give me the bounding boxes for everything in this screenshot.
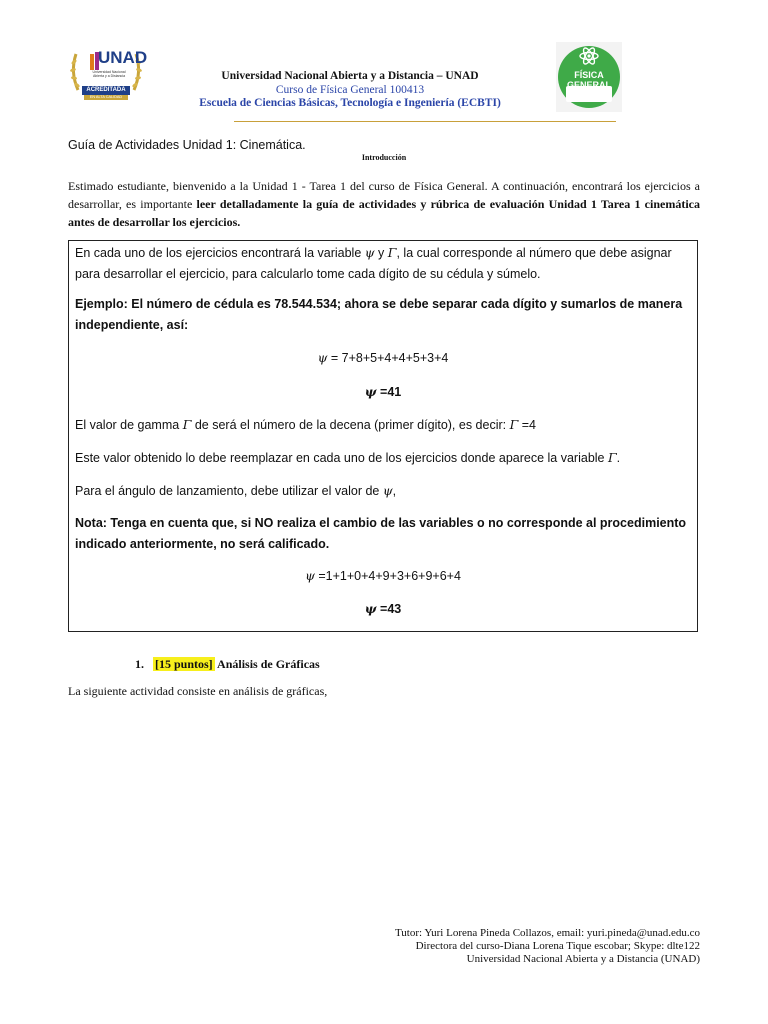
comma: , [392, 484, 397, 498]
guide-title: Guía de Actividades Unidad 1: Cinemática. [68, 138, 306, 152]
gamma-value: =4 [518, 418, 537, 432]
psi-symbol: ψ [317, 350, 328, 365]
course-name: Curso de Física General 100413 [275, 84, 425, 96]
replace-instruction [75, 447, 695, 469]
unad-badge-text: ACREDITADA [86, 87, 126, 93]
gamma-symbol: Γ [387, 245, 397, 260]
psi-result-example [68, 381, 698, 403]
gamma-explanation-rest: de será el número de la decena (primer dígito), es decir: [191, 418, 510, 432]
gamma-explanation-text: El valor de gamma [75, 418, 183, 432]
activity-description: La siguiente actividad consiste en análisis de gráficas, [68, 684, 328, 698]
header-divider [234, 121, 616, 122]
psi-sum-example [68, 347, 698, 369]
gamma-symbol: Γ [607, 450, 617, 465]
note-text: Nota: Tenga en cuenta que, si NO realiza el cambio de las variables o no corresponde al procedimiento indicado anteriormente, no será calificado. [75, 516, 687, 551]
intro-heading: Introducción [361, 153, 407, 162]
gamma-symbol: Γ [182, 417, 192, 432]
angle-instruction-text: Para el ángulo de lanzamiento, debe utilizar el valor de [75, 484, 383, 498]
psi-symbol: ψ [364, 601, 377, 616]
psi-sum-second [68, 565, 698, 587]
psi-result-second [68, 598, 698, 620]
variable-instructions [75, 242, 695, 285]
section-number: 1. [135, 657, 144, 671]
sum-expression: = 7+8+5+4+4+5+3+4 [327, 351, 449, 365]
fisica-general-logo [556, 42, 622, 112]
school-name: Escuela de Ciencias Básicas, Tecnología e Ingeniería (ECBTI) [199, 97, 501, 109]
intro-paragraph [68, 177, 700, 231]
replace-instruction-text: Este valor obtenido lo debe reemplazar en cada uno de los ejercicios donde aparece la variable [75, 451, 608, 465]
variable-instructions-rest: , la cual corresponde al número que debe asignar para desarrollar el ejercicio, para calcularlo tome cada dígito de su cédula y súmelo. [75, 246, 672, 281]
sum-expression: =1+1+0+4+9+3+6+9+6+4 [314, 569, 461, 583]
footer-university: Universidad Nacional Abierta y a Distancia (UNAD) [466, 953, 700, 965]
footer-director: Directora del curso-Diana Lorena Tique escobar; Skype: dlte122 [415, 940, 700, 952]
university-title: Universidad Nacional Abierta y a Distancia – UNAD [221, 70, 479, 82]
intro-plain-text: Estimado estudiante, bienvenido a la Unidad 1 - Tarea 1 del curso de Física General. A continuación, encontrará los ejercicios a desarrollar, es importante [68, 179, 700, 211]
unad-logo-text: UNAD [98, 48, 148, 67]
conjunction-text: y [374, 246, 388, 260]
psi-symbol: ψ [382, 483, 393, 498]
angle-instruction [75, 480, 695, 502]
psi-symbol: ψ [305, 568, 315, 583]
fisica-general-logo-text: FÍSICA GENERAL [566, 70, 611, 90]
example-text: Ejemplo: El número de cédula es 78.544.534; ahora se debe separar cada dígito y sumarlos de manera independiente, así: [75, 297, 683, 332]
gamma-symbol: Γ [509, 417, 519, 432]
unad-logo-subtext: Universidad Nacional Abierta y a Distancia [92, 70, 126, 78]
psi-symbol: ψ [364, 384, 377, 399]
unad-badge-subtext: EN ALTA CALIDAD [89, 95, 123, 99]
points-highlight: [15 puntos] [155, 657, 213, 671]
unad-logo [68, 44, 148, 102]
sum-result: =43 [376, 602, 402, 616]
sum-result: =41 [376, 385, 402, 399]
variable-instructions-text: En cada uno de los ejercicios encontrará la variable [75, 246, 365, 260]
footer-tutor: Tutor: Yuri Lorena Pineda Collazos, email: yuri.pineda@unad.edu.co [394, 927, 700, 939]
psi-symbol: ψ [364, 245, 375, 260]
section-title: Análisis de Gráficas [214, 657, 320, 671]
section-1-heading [135, 657, 320, 672]
intro-bold-text: leer detalladamente la guía de actividades y rúbrica de evaluación Unidad 1 Tarea 1 cinemática antes de desarrollar los ejercicios. [68, 197, 700, 229]
period: . [616, 451, 621, 465]
gamma-explanation [75, 414, 695, 436]
